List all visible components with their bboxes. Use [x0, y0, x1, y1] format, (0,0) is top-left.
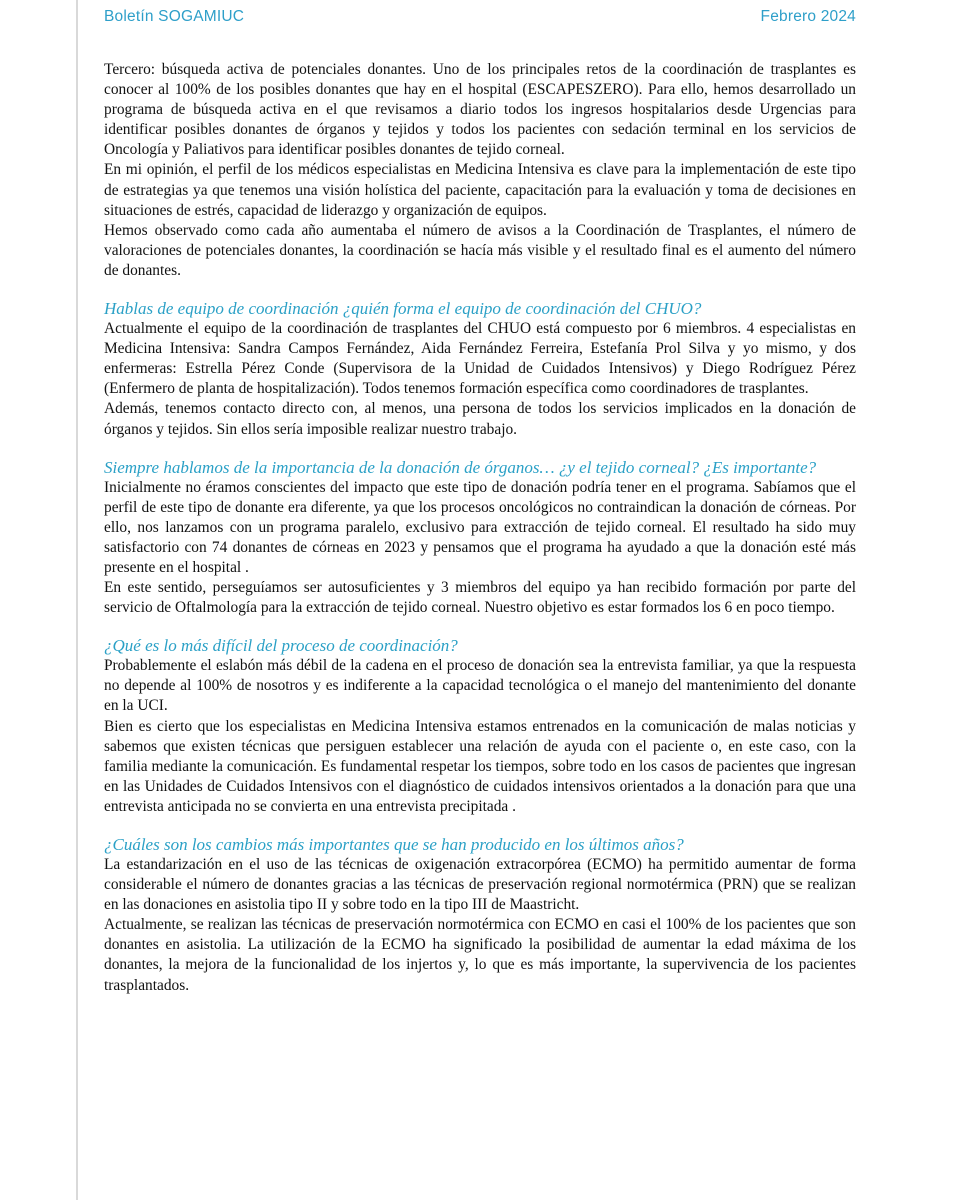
paragraph: Inicialmente no éramos conscientes del impacto que este tipo de donación podría tener en el programa. Sabíamos que el perfil de este tipo de donante era diferente, ya que los procesos oncológicos no contraindican la donación de córneas. Por ello, nos lanzamos con un programa paralelo, exclusivo para extracción de tejido corneal. El resultado ha sido muy satisfactorio con 74 donantes de córneas en 2023 y pensamos que el programa ha ayudado a que la donación esté más presente en el hospital .: [104, 478, 856, 576]
section-heading: Hablas de equipo de coordinación ¿quién forma el equipo de coordinación del CHUO?: [104, 299, 702, 319]
section-tejido-corneal: [104, 458, 856, 619]
section-cambios: [104, 835, 856, 996]
paragraph: En mi opinión, el perfil de los médicos especialistas en Medicina Intensiva es clave para la implementación de este tipo de estrategias ya que tenemos una visión holística del paciente, capacitación para la evaluación y toma de decisiones en situaciones de estrés, capacidad de liderazgo y organización de equipos.: [104, 161, 856, 219]
section-heading: ¿Qué es lo más difícil del proceso de coordinación?: [104, 636, 458, 656]
section-intro: [104, 60, 856, 281]
article-body: [104, 60, 856, 1014]
paragraph: La estandarización en el uso de las técnicas de oxigenación extracorpórea (ECMO) ha permitido aumentar de forma considerable el número de donantes gracias a las técnicas de preservación regional normotérmica (PRN) que se realizan en las donaciones en asistolia tipo II y sobre todo en la tipo III de Maastricht.: [104, 856, 856, 914]
paragraph: Probablemente el eslabón más débil de la cadena en el proceso de donación sea la entrevista familiar, ya que la respuesta no depende al 100% de nosotros y es indiferente a la capacidad tecnológica o el manejo del mantenimiento del donante en la UCI.: [104, 657, 856, 715]
section-equipo: [104, 299, 856, 440]
paragraph: En este sentido, perseguíamos ser autosuficientes y 3 miembros del equipo ya han recibido formación por parte del servicio de Oftalmología para la extracción de tejido corneal. Nuestro objetivo es estar formados los 6 en poco tiempo.: [104, 579, 856, 617]
page-left-border: [76, 0, 78, 1200]
paragraph: Actualmente el equipo de la coordinación de trasplantes del CHUO está compuesto por 6 miembros. 4 especialistas en Medicina Intensiva: Sandra Campos Fernández, Aida Fernández Ferreira, Estefanía Prol Silva y yo mismo, y dos enfermeras: Estrella Pérez Conde (Supervisora de la Unidad de Cuidados Intensivos) y Diego Rodríguez Pérez (Enfermero de planta de hospitalización). Todos tenemos formación específica como coordinadores de trasplantes.: [104, 320, 856, 398]
header-date: Febrero 2024: [760, 8, 856, 25]
paragraph: Hemos observado como cada año aumentaba el número de avisos a la Coordinación de Trasplantes, el número de valoraciones de potenciales donantes, la coordinación se hacía más visible y el resultado final es el aumento del número de donantes.: [104, 221, 856, 279]
paragraph: Tercero: búsqueda activa de potenciales donantes. Uno de los principales retos de la coordinación de trasplantes es conocer al 100% de los posibles donantes que hay en el hospital (ESCAPESZERO). Para ello, hemos desarrollado un programa de búsqueda activa en el que revisamos a diario todos los ingresos hospitalarios desde Urgencias para identificar posibles donantes de órganos y tejidos y todos los pacientes con sedación terminal en los servicios de Oncología y Paliativos para identificar posibles donantes de tejido corneal.: [104, 61, 856, 159]
section-heading: Siempre hablamos de la importancia de la donación de órganos… ¿y el tejido corneal? ¿Es importante?: [104, 457, 817, 477]
paragraph: Bien es cierto que los especialistas en Medicina Intensiva estamos entrenados en la comunicación de malas noticias y sabemos que existen técnicas que persiguen establecer una relación de ayuda con el paciente o, en este caso, con la familia mediante la comunicación. Es fundamental respetar los tiempos, sobre todo en los casos de pacientes que ingresan en las Unidades de Cuidados Intensivos con el diagnóstico de cuidados intensivos orientados a la donación para que una entrevista anticipada no se convierta en una entrevista precipitada .: [104, 717, 856, 815]
paragraph: Además, tenemos contacto directo con, al menos, una persona de todos los servicios implicados en la donación de órganos y tejidos. Sin ellos sería imposible realizar nuestro trabajo.: [104, 400, 856, 438]
paragraph: Actualmente, se realizan las técnicas de preservación normotérmica con ECMO en casi el 100% de los pacientes que son donantes en asistolia. La utilización de la ECMO ha significado la posibilidad de aumentar la edad máxima de los donantes, la mejora de la funcionalidad de los injertos y, lo que es más importante, la supervivencia de los pacientes trasplantados.: [104, 916, 856, 994]
section-heading: ¿Cuáles son los cambios más importantes que se han producido en los últimos años?: [104, 835, 684, 854]
section-dificultad: [104, 636, 856, 817]
header-publication-title: Boletín SOGAMIUC: [104, 8, 245, 25]
page-header: [0, 0, 960, 40]
